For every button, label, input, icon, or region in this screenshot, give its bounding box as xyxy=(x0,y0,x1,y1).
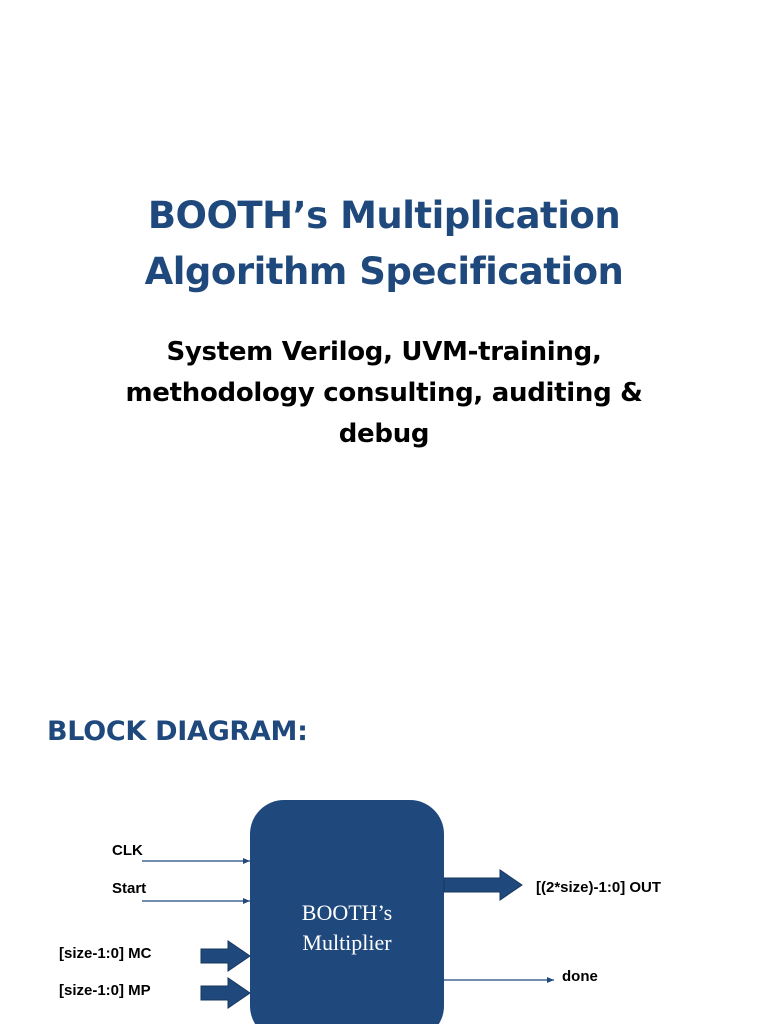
section-heading: BLOCK DIAGRAM: xyxy=(47,716,308,747)
block-diagram xyxy=(0,780,768,1024)
mp-arrow xyxy=(201,978,250,1008)
page-title xyxy=(0,188,768,300)
title-line-2: Algorithm Specification xyxy=(144,250,624,293)
mc-arrow xyxy=(201,941,250,971)
subtitle: System Verilog, UVM-training, methodology consulting, auditing & debug xyxy=(125,337,643,449)
start-label: Start xyxy=(112,880,147,897)
out-label: [(2*size)-1:0] OUT xyxy=(536,879,662,896)
clk-label: CLK xyxy=(112,842,143,859)
block-label-line-2: Multiplier xyxy=(302,930,392,955)
mc-label: [size-1:0] MC xyxy=(59,945,152,962)
out-arrow xyxy=(444,870,522,900)
mp-label: [size-1:0] MP xyxy=(59,982,151,999)
title-line-1: BOOTH’s Multiplication xyxy=(147,194,621,237)
block-label-line-1: BOOTH’s xyxy=(301,900,393,925)
done-label: done xyxy=(562,968,598,985)
